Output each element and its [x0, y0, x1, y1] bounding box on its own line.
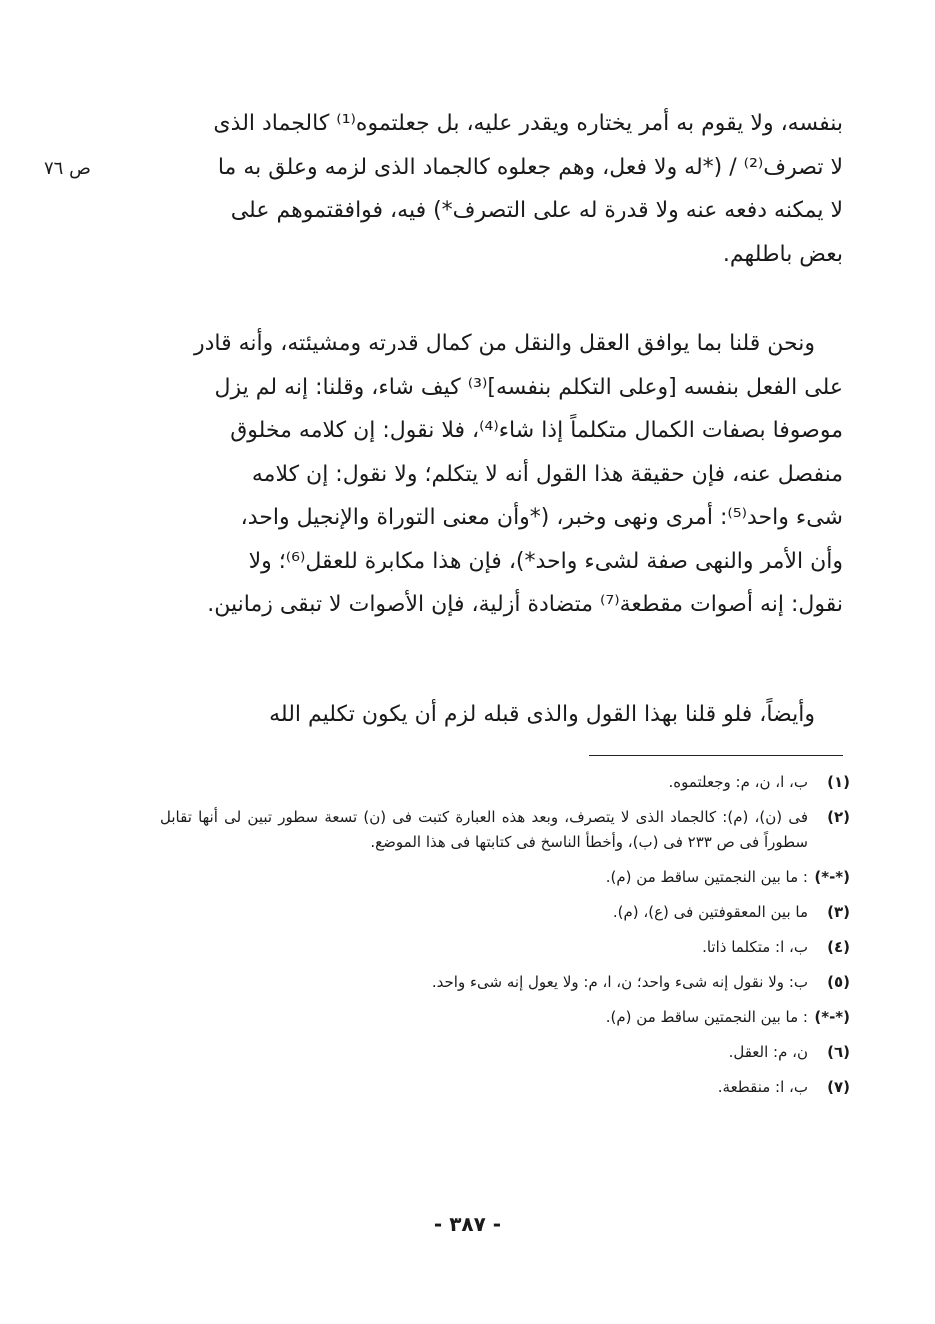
footnote: [160, 970, 850, 995]
footnote-number: (١): [827, 773, 850, 791]
footnotes: [160, 770, 850, 1110]
text-line: بعض باطلهم.: [722, 241, 843, 267]
footnote-text: : ما بين النجمتين ساقط من (م).: [605, 1008, 808, 1026]
text-line: موصوفا بصفات الكمال متكلماً إذا شاء⁽⁴⁾، فلا نقول: إن كلامه مخلوق: [230, 418, 843, 443]
margin-page-reference: ص ٧٦: [44, 158, 91, 179]
paragraph-2: [143, 322, 843, 627]
footnote-text: ب، ا، ن، م: وجعلتموه.: [668, 773, 808, 791]
footnote-text: ب: ولا نقول إنه شىء واحد؛ ن، ا، م: ولا يعول إنه شىء واحد.: [431, 973, 808, 991]
text-line: وأن الأمر والنهى صفة لشىء واحد*)، فإن هذا مكابرة للعقل⁽⁶⁾؛ ولا: [248, 548, 843, 574]
footnote-text: فى (ن)، (م): كالجماد الذى لا يتصرف، وبعد هذه العبارة كتبت فى (ن) تسعة سطور تبين لى أنها تقابل سطوراً فى ص ٢٣٣ فى (ب)، وأخطأ الناسخ فى كتابتها فى هذا الموضع.: [160, 808, 808, 851]
footnote: [160, 1075, 850, 1100]
text-line: ونحن قلنا بما يوافق العقل والنقل من كمال قدرته ومشيئته، وأنه قادر: [193, 331, 815, 356]
footnote: [160, 1040, 850, 1065]
page-number: - ٣٨٧ -: [433, 1212, 502, 1236]
footnote-text: ب، ا: منقطعة.: [717, 1078, 808, 1096]
footnote-number: (٧): [827, 1078, 850, 1096]
footnote-number: (٢): [827, 808, 850, 826]
footnote-number: (٦): [827, 1043, 850, 1061]
text-line: لا تصرف⁽²⁾ / (*له ولا فعل، وهم جعلوه كالجماد الذى لزمه وعلق به ما: [217, 154, 843, 180]
footnote-number: (*-*): [814, 1008, 850, 1026]
footnote-text: : ما بين النجمتين ساقط من (م).: [605, 868, 808, 886]
footnote: [160, 935, 850, 960]
paragraph-1: [143, 102, 843, 276]
text-line: لا يمكنه دفعه عنه ولا قدرة له على التصرف*) فيه، فوافقتموهم على: [230, 198, 843, 223]
footnote: [160, 770, 850, 795]
footnote-number: (٥): [827, 973, 850, 991]
footnote-text: ن، م: العقل.: [728, 1043, 808, 1061]
footnote: [160, 805, 850, 855]
text-line: على الفعل بنفسه [وعلى التكلم بنفسه]⁽³⁾ كيف شاء، وقلنا: إنه لم يزل: [214, 374, 843, 400]
footnote-text: ما بين المعقوفتين فى (ع)، (م).: [612, 903, 808, 921]
paragraph-3: [143, 693, 843, 737]
footnote: [160, 865, 850, 890]
text-line: وأيضاً، فلو قلنا بهذا القول والذى قبله لزم أن يكون تكليم الله: [269, 702, 815, 727]
footnote-separator: [589, 755, 843, 756]
text-line: بنفسه، ولا يقوم به أمر يختاره ويقدر عليه، بل جعلتموه⁽¹⁾ كالجماد الذى: [213, 111, 843, 136]
footnote-number: (٣): [827, 903, 850, 921]
text-line: منفصل عنه، فإن حقيقة هذا القول أنه لا يتكلم؛ ولا نقول: إن كلامه: [251, 461, 843, 487]
text-line: نقول: إنه أصوات مقطعة⁽⁷⁾ متضادة أزلية، فإن الأصوات لا تبقى زمانين.: [207, 592, 843, 617]
footnote: [160, 1005, 850, 1030]
footnote-text: ب، ا: متكلما ذاتا.: [702, 938, 808, 956]
footnote-number: (٤): [827, 938, 850, 956]
text-line: شىء واحد⁽⁵⁾: أمرى ونهى وخبر، (*وأن معنى التوراة والإنجيل واحد،: [240, 505, 843, 530]
footnote: [160, 900, 850, 925]
footnote-number: (*-*): [814, 868, 850, 886]
